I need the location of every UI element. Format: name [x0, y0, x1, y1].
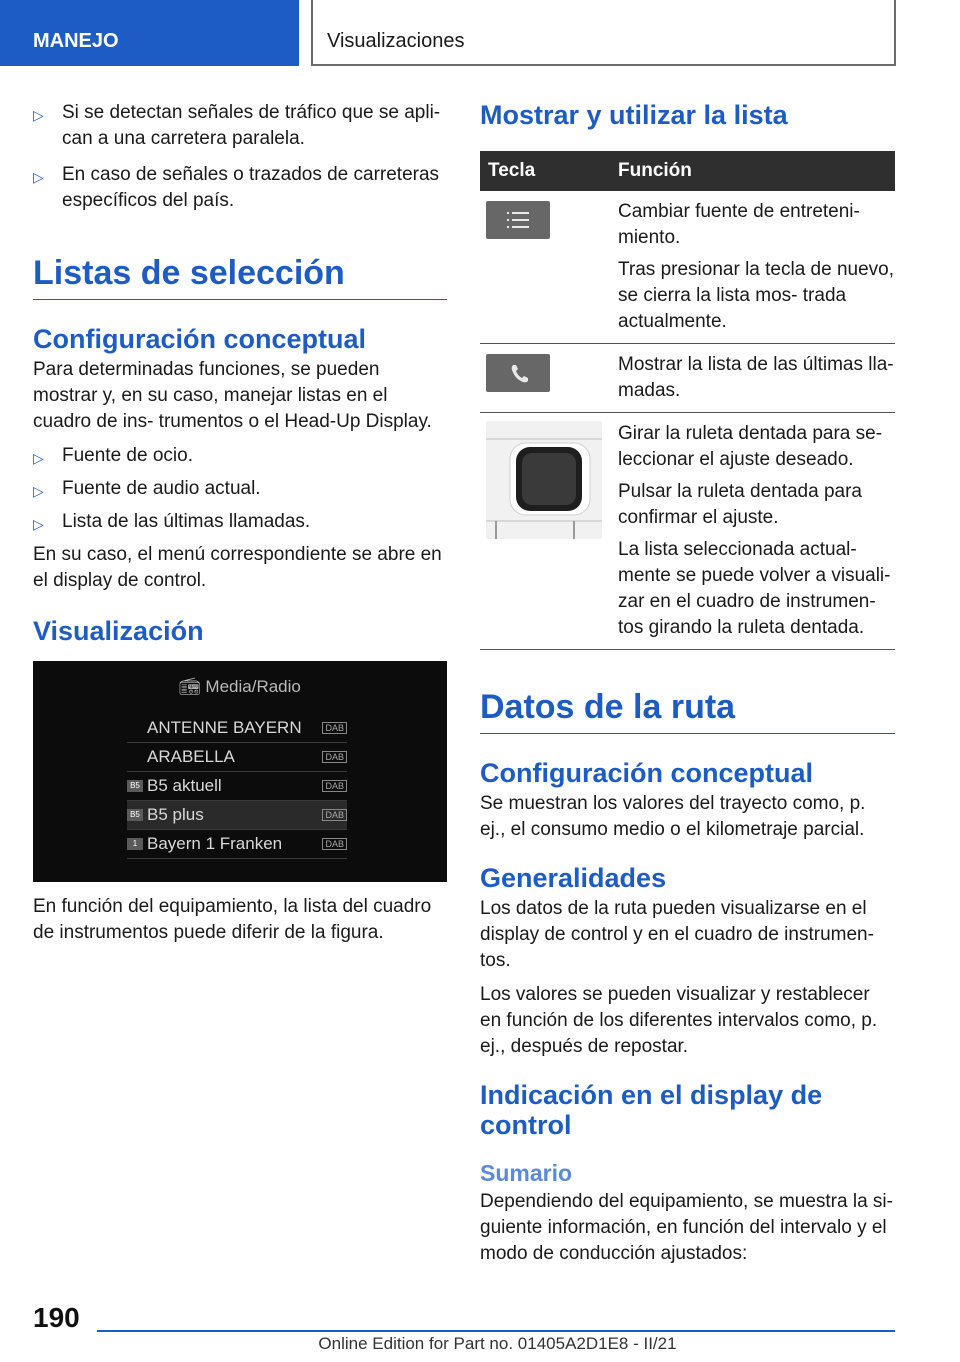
subsection-heading: Mostrar y utilizar la lista — [480, 100, 788, 130]
station-logo: B5 — [127, 809, 143, 821]
table-header-key: Tecla — [480, 151, 608, 191]
minor-heading: Sumario — [480, 1160, 573, 1186]
paragraph: Los datos de la ruta pueden visualizarse en el display de control y en el cuadro de instrumen- tos. — [480, 898, 874, 971]
triangle-bullet-icon: ▷ — [33, 450, 44, 466]
table-row — [480, 191, 895, 344]
list-item — [33, 162, 447, 214]
function-text: Mostrar la lista de las últimas lla- madas. — [618, 354, 894, 401]
triangle-bullet-icon: ▷ — [33, 483, 44, 499]
triangle-bullet-icon: ▷ — [33, 516, 44, 532]
dab-badge: DAB — [322, 780, 347, 792]
figure-caption: En función del equipamiento, la lista del cuadro de instrumentos puede diferir de la figura. — [33, 896, 432, 943]
station-row: B5 B5 aktuell DAB — [127, 772, 347, 801]
paragraph: En su caso, el menú correspondiente se abre en el display de control. — [33, 544, 442, 591]
station-logo: B5 — [127, 780, 143, 792]
media-radio-figure — [33, 661, 447, 882]
dab-badge: DAB — [322, 838, 347, 850]
dab-badge: DAB — [322, 751, 347, 763]
station-row: ARABELLA DAB — [127, 743, 347, 772]
list-item-text: En caso de señales o trazados de carreteras específicos del país. — [62, 164, 440, 211]
function-text: Girar la ruleta dentada para se- leccionar el ajuste deseado. — [618, 423, 883, 470]
triangle-bullet-icon: ▷ — [33, 169, 44, 185]
function-text: Tras presionar la tecla de nuevo, se cierra la lista mos- trada actualmente. — [618, 259, 895, 332]
function-text: Cambiar fuente de entreteni- miento. — [618, 201, 860, 248]
table-row — [480, 413, 895, 650]
page-header-title: Visualizaciones — [311, 0, 896, 66]
station-list — [127, 714, 347, 859]
page-number: 190 — [33, 1302, 80, 1333]
list-item: ▷ Fuente de ocio. — [33, 443, 447, 469]
list-item-text: Si se detectan señales de tráfico que se apli- can a una carretera paralela. — [62, 102, 441, 149]
radio-icon: 📻︎ — [179, 677, 206, 696]
thumbwheel-icon — [486, 421, 602, 539]
subsection-heading: Visualización — [33, 616, 204, 646]
subsection-heading: Configuración conceptual — [480, 758, 814, 788]
function-text: Pulsar la ruleta dentada para confirmar el ajuste. — [618, 481, 862, 528]
station-row: 1 Bayern 1 Franken DAB — [127, 830, 347, 859]
list-item — [33, 100, 447, 152]
subsection-heading: Configuración conceptual — [33, 324, 367, 354]
subsection-heading: Indicación en el display de control — [480, 1080, 823, 1140]
key-function-table — [480, 151, 895, 650]
left-column — [33, 100, 447, 954]
dab-badge: DAB — [322, 722, 347, 734]
phone-icon — [486, 354, 550, 392]
list-item: ▷ Lista de las últimas llamadas. — [33, 509, 447, 535]
table-header-function: Función — [608, 151, 895, 191]
paragraph: Para determinadas funciones, se pueden mostrar y, en su caso, manejar listas en el cuadro de ins- trumentos o el Head-Up Display. — [33, 359, 432, 432]
paragraph: Los valores se pueden visualizar y restablecer en función de los diferentes intervalos como, p. ej., después de repostar. — [480, 984, 878, 1057]
function-text: La lista seleccionada actual- mente se puede volver a visuali- zar en el cuadro de instrumen- tos girando la ruleta dentada. — [618, 539, 891, 638]
list-icon — [486, 201, 550, 239]
section-heading: Datos de la ruta — [480, 688, 895, 734]
footer-divider — [97, 1330, 895, 1332]
section-heading: Listas de selección — [33, 254, 447, 300]
station-row: ANTENNE BAYERN DAB — [127, 714, 347, 743]
paragraph: Se muestran los valores del trayecto como, p. ej., el consumo medio o el kilometraje parcial. — [480, 793, 866, 840]
list-item: ▷ Fuente de audio actual. — [33, 476, 447, 502]
bullet-list — [33, 443, 447, 535]
section-tab: MANEJO — [0, 0, 299, 66]
figure-header: 📻︎ Media/Radio — [179, 677, 301, 696]
footer-edition: Online Edition for Part no. 01405A2D1E8 - II/21 — [318, 1334, 677, 1353]
dab-badge: DAB — [322, 809, 347, 821]
triangle-bullet-icon: ▷ — [33, 107, 44, 123]
table-row — [480, 344, 895, 413]
paragraph: Dependiendo del equipamiento, se muestra la si- guiente información, en función del intervalo y el modo de conducción ajustados: — [480, 1191, 893, 1264]
right-column — [480, 100, 895, 1275]
station-logo: 1 — [127, 838, 143, 850]
subsection-heading: Generalidades — [480, 863, 667, 893]
station-row: B5 B5 plus DAB — [127, 801, 347, 830]
intro-bullet-list — [33, 100, 447, 214]
